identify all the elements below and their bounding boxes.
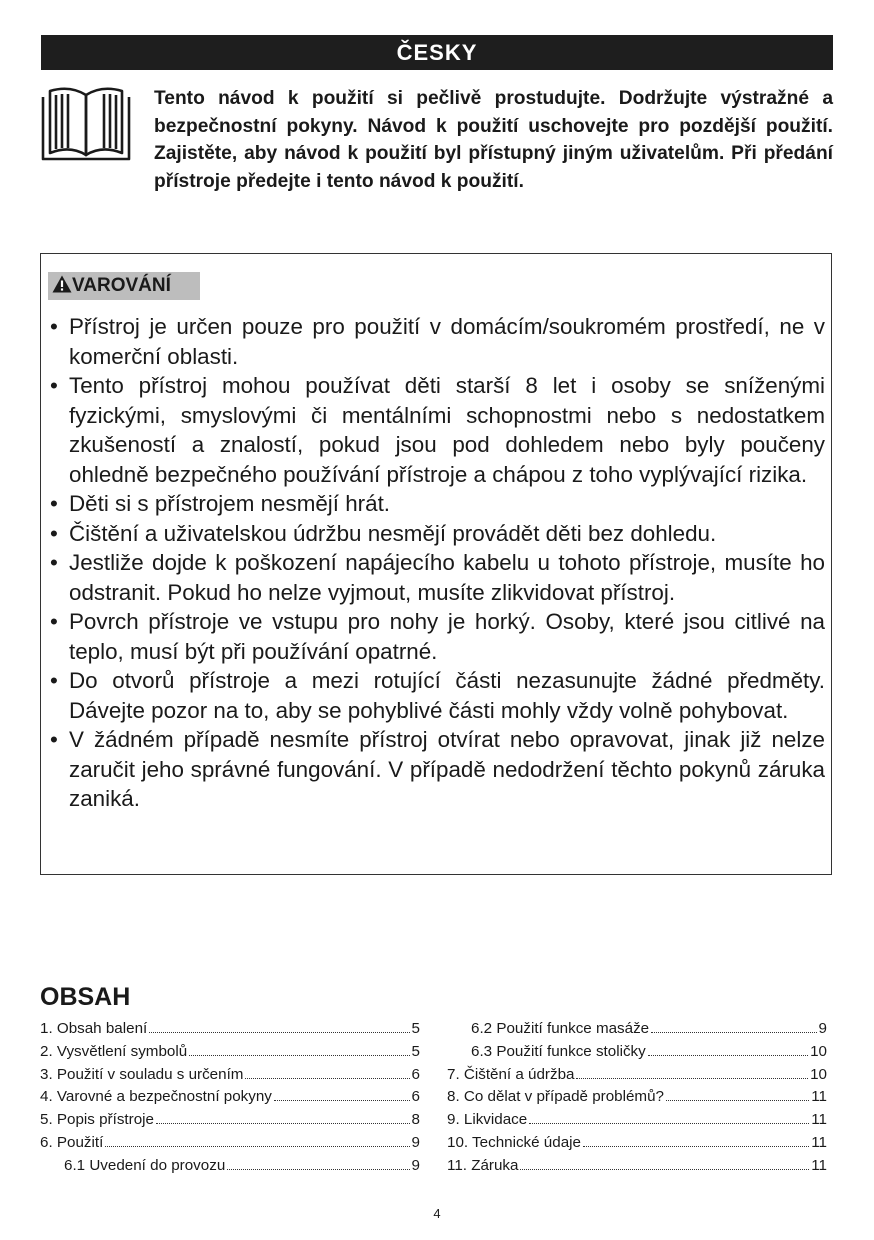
toc-title: OBSAH [40,983,131,1011]
toc-entry[interactable]: 6. Použití 9 [40,1133,420,1151]
toc-entry[interactable]: 11. Záruka 11 [447,1156,827,1174]
open-book-icon [40,85,132,163]
toc-entry[interactable]: 3. Použití v souladu s určením 6 [40,1065,420,1083]
bullet: • [50,520,58,546]
toc-entry[interactable]: 5. Popis přístroje 8 [40,1111,420,1129]
toc-entry[interactable]: 1. Obsah balení 5 [40,1020,420,1037]
intro-paragraph: Tento návod k použití si pečlivě prostudujte. Dodržujte výstražné a bezpečnostní pokyny. Návod k použití uschovejte pro pozdější použití. Zajistěte, aby návod k použití byl přístupný jiným uživatelům. Při předání přístroje předejte i tento návod k použití. [154,88,833,192]
toc-entry[interactable]: 4. Varovné a bezpečnostní pokyny 6 [40,1088,420,1106]
list-item: • V žádném případě nesmíte přístroj otvírat nebo opravovat, jinak již nelze zaručit jeho správné fungování. V případě nedodržení těchto pokynů záruka zaniká. [50,727,825,811]
page-number: 4 [433,1206,441,1221]
warning-box [40,253,832,875]
toc-entry[interactable]: 10. Technické údaje 11 [447,1133,827,1151]
warning-label-text: VAROVÁNÍ [72,275,171,296]
bullet: • [50,727,58,752]
bullet: • [50,609,58,634]
toc-left-column [40,1018,420,1178]
bullet: • [50,491,58,516]
bullet: • [50,314,58,339]
language-header: ČESKY [41,35,833,70]
toc-entry[interactable]: 6.1 Uvedení do provozu 9 [64,1156,420,1174]
bullet: • [50,373,58,398]
list-item: • Děti si s přístrojem nesmějí hrát. [48,489,825,519]
warning-triangle-icon [52,275,72,293]
toc-entry[interactable]: 6.2 Použití funkce masáže 9 [471,1020,827,1037]
bullet: • [50,668,58,693]
toc-entry[interactable]: 2. Vysvětlení symbolů 5 [40,1042,420,1060]
toc-entry[interactable]: 9. Likvidace 11 [447,1111,827,1129]
list-item: • Jestliže dojde k poškození napájecího kabelu u tohoto přístroje, musíte ho odstranit. Pokud ho nelze vyjmout, musíte zlikvidovat přístroj. [50,550,825,605]
toc-entry[interactable]: 7. Čištění a údržba 10 [447,1065,827,1083]
warning-list [48,312,825,814]
warning-label [48,272,200,300]
bullet: • [50,550,58,575]
toc-entry[interactable]: 8. Co dělat v případě problémů? 11 [447,1088,827,1106]
list-item: • Tento přístroj mohou používat děti starší 8 let i osoby se sníženými fyzickými, smyslovými či mentálními schopnostmi nebo s nedostatkem zkušeností a znalostí, pokud jsou pod dohledem nebo byly poučeny ohledně bezpečného používání přístroje a chápou z toho vyplývající rizika. [50,373,825,487]
list-item: • Čištění a uživatelskou údržbu nesmějí provádět děti bez dohledu. [48,519,825,549]
toc-right-column [447,1018,827,1178]
list-item: • Do otvorů přístroje a mezi rotující části nezasunujte žádné předměty. Dávejte pozor na to, aby se pohyblivé části mohly vždy volně pohybovat. [50,668,825,723]
list-item: • Přístroj je určen pouze pro použití v domácím/soukromém prostředí, ne v komerční oblasti. [50,314,825,369]
toc-entry[interactable]: 6.3 Použití funkce stoličky 10 [471,1042,827,1060]
list-item: • Povrch přístroje ve vstupu pro nohy je horký. Osoby, které jsou citlivé na teplo, musí být při používání opatrné. [50,609,825,664]
